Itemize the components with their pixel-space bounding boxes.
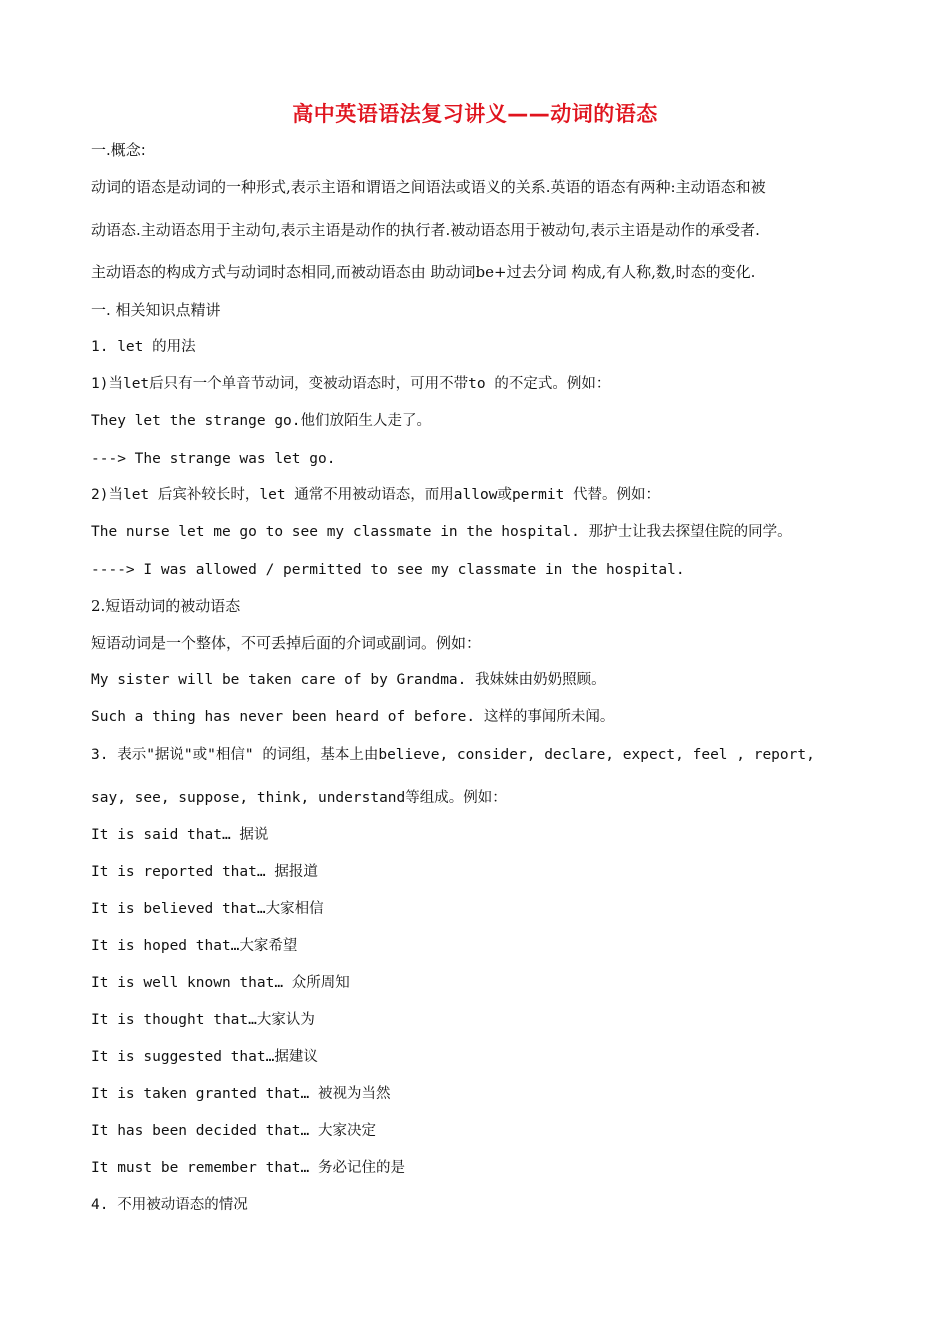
phrase-item: It must be remember that… 务必记住的是 <box>91 1160 405 1176</box>
section-heading-concept: 一.概念: <box>91 141 146 159</box>
paragraph-line: say, see, suppose, think, understand等组成。例如： <box>91 790 507 806</box>
paragraph-line: 动语态.主动语态用于主动句,表示主语是动作的执行者.被动语态用于被动句,表示主语是动作的承受者. <box>91 221 760 239</box>
example-line: ----> I was allowed / permitted to see my classmate in the hospital. <box>91 562 685 578</box>
subsection-heading-phrasal-verbs: 2.短语动词的被动语态 <box>91 597 241 615</box>
subsection-heading-said-believed: 3. 表示"据说"或"相信" 的词组，基本上由believe, consider, declare, expect, feel , report, <box>91 747 815 763</box>
phrase-item: It is well known that… 众所周知 <box>91 975 350 991</box>
paragraph-line: 主动语态的构成方式与动词时态相同,而被动语态由 助动词be+过去分词 构成,有人称,数,时态的变化. <box>91 263 756 281</box>
paragraph-line: 短语动词是一个整体，不可丢掉后面的介词或副词。例如： <box>91 634 482 652</box>
phrase-item: It is taken granted that… 被视为当然 <box>91 1086 391 1102</box>
phrase-item: It is thought that…大家认为 <box>91 1012 315 1028</box>
phrase-item: It is said that… 据说 <box>91 827 269 843</box>
section-heading-knowledge: 一. 相关知识点精讲 <box>91 301 221 319</box>
example-line: ---> The strange was let go. <box>91 451 336 467</box>
paragraph-line: 2)当let 后宾补较长时，let 通常不用被动语态，而用allow或permit 代替。例如： <box>91 487 661 503</box>
paragraph-line: 动词的语态是动词的一种形式,表示主语和谓语之间语法或语义的关系.英语的语态有两种:主动语态和被 <box>91 178 766 196</box>
subsection-heading-no-passive: 4. 不用被动语态的情况 <box>91 1197 248 1213</box>
phrase-item: It is suggested that…据建议 <box>91 1049 318 1065</box>
phrase-item: It is hoped that…大家希望 <box>91 938 298 954</box>
paragraph-line: 1)当let后只有一个单音节动词，变被动语态时，可用不带to 的不定式。例如： <box>91 376 611 392</box>
example-line: My sister will be taken care of by Grandma. 我妹妹由奶奶照顾。 <box>91 672 606 688</box>
subsection-heading-let: 1. let 的用法 <box>91 339 196 355</box>
example-line: The nurse let me go to see my classmate in the hospital. 那护士让我去探望住院的同学。 <box>91 524 792 540</box>
phrase-item: It has been decided that… 大家决定 <box>91 1123 376 1139</box>
example-line: Such a thing has never been heard of before. 这样的事闻所未闻。 <box>91 709 615 725</box>
document-title: 高中英语语法复习讲义——动词的语态 <box>292 102 658 126</box>
example-line: They let the strange go.他们放陌生人走了。 <box>91 413 432 429</box>
phrase-item: It is believed that…大家相信 <box>91 901 324 917</box>
phrase-item: It is reported that… 据报道 <box>91 864 318 880</box>
